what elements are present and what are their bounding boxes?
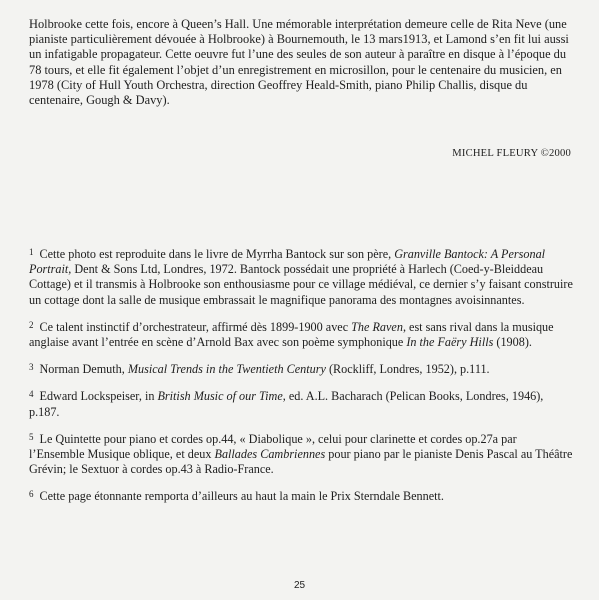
footnote-2	[29, 318, 574, 350]
footnote-1	[29, 245, 574, 308]
footnote-text: Le Quintette pour piano et cordes op.44, « Diabolique », celui pour clarinette et cordes op.27a par l’Ensemble Musique oblique, et deux	[29, 431, 517, 462]
footnote-number: 5	[29, 431, 34, 442]
footnotes-section	[29, 245, 574, 515]
footnote-text: Norman Demuth,	[39, 362, 128, 377]
page-number: 25	[293, 580, 306, 591]
footnote-text: Edward Lockspeiser, in	[39, 389, 158, 404]
footnote-title: In the Faëry Hills	[406, 335, 494, 350]
footnote-title: The Raven	[351, 319, 403, 334]
footnote-number: 6	[29, 489, 34, 500]
footnote-text: pour piano par le pianiste Denis Pascal au Théâtre Grévin; le Sextuor à cordes op.43 à Radio-France.	[29, 447, 573, 477]
footnote-text: (1908).	[493, 335, 532, 350]
footnote-number: 3	[29, 362, 34, 373]
footnote-text: Cette page étonnante remporta d’ailleurs au haut la main le Prix Sterndale Bennett.	[39, 489, 444, 504]
author-signature: MICHEL FLEURY ©2000	[452, 148, 571, 159]
footnote-title: Granville Bantock: A Personal Portrait	[29, 247, 546, 277]
footnote-title: Ballades Cambriennes	[214, 447, 326, 462]
footnote-3	[29, 360, 574, 377]
footnote-number: 2	[29, 319, 34, 330]
footnote-title: British Music of our Time	[157, 389, 283, 404]
footnote-4	[29, 387, 574, 419]
footnote-text: , est sans rival dans la musique anglaise avant l’entrée en scène d’Arnold Bax avec son poème symphonique	[29, 319, 554, 350]
footnote-number: 1	[29, 247, 34, 257]
footnote-text: Ce talent instinctif d’orchestrateur, affirmé dès 1899-1900 avec	[39, 319, 352, 334]
footnote-text: (Rockliff, Londres, 1952), p.111.	[325, 362, 490, 377]
footnote-title: Musical Trends in the Twentieth Century	[127, 362, 326, 377]
footnote-number: 4	[29, 389, 34, 400]
footnote-6	[29, 487, 574, 504]
footnote-text: , ed. A.L. Bacharach (Pelican Books, Londres, 1946), p.187.	[29, 389, 544, 419]
footnote-5	[29, 430, 574, 478]
footnote-text: Cette photo est reproduite dans le livre de Myrrha Bantock sur son père,	[39, 247, 395, 261]
footnote-text: , Dent & Sons Ltd, Londres, 1972. Bantock possédait une propriété à Harlech (Coed-y-Bleiddeau Cottage) et il transmis à Holbrooke son enthousiasme pour ce village médiéval, ce dernier s’y faisant construire un cottage dont la salle de musique embrassait le magnifique panorama des montagnes avoisinnantes.	[29, 262, 573, 307]
body-paragraph: Holbrooke cette fois, encore à Queen’s Hall. Une mémorable interprétation demeure celle de Rita Neve (une pianiste particulièrement dévouée à Holbrooke) à Bournemouth, le 13 mars1913, et Lamond s’en fit lui aussi un infatigable propagateur. Cette oeuvre fut l’une des seules de son auteur à paraître en disque à l’époque du 78 tours, et elle fit également l’objet d’un enregistrement en microsillon, pour le centenaire du musicien, en 1978 (City of Hull Youth Orchestra, direction Geoffrey Heald-Smith, piano Philip Challis, disque du centenaire, Gough & Davy).	[29, 17, 569, 108]
